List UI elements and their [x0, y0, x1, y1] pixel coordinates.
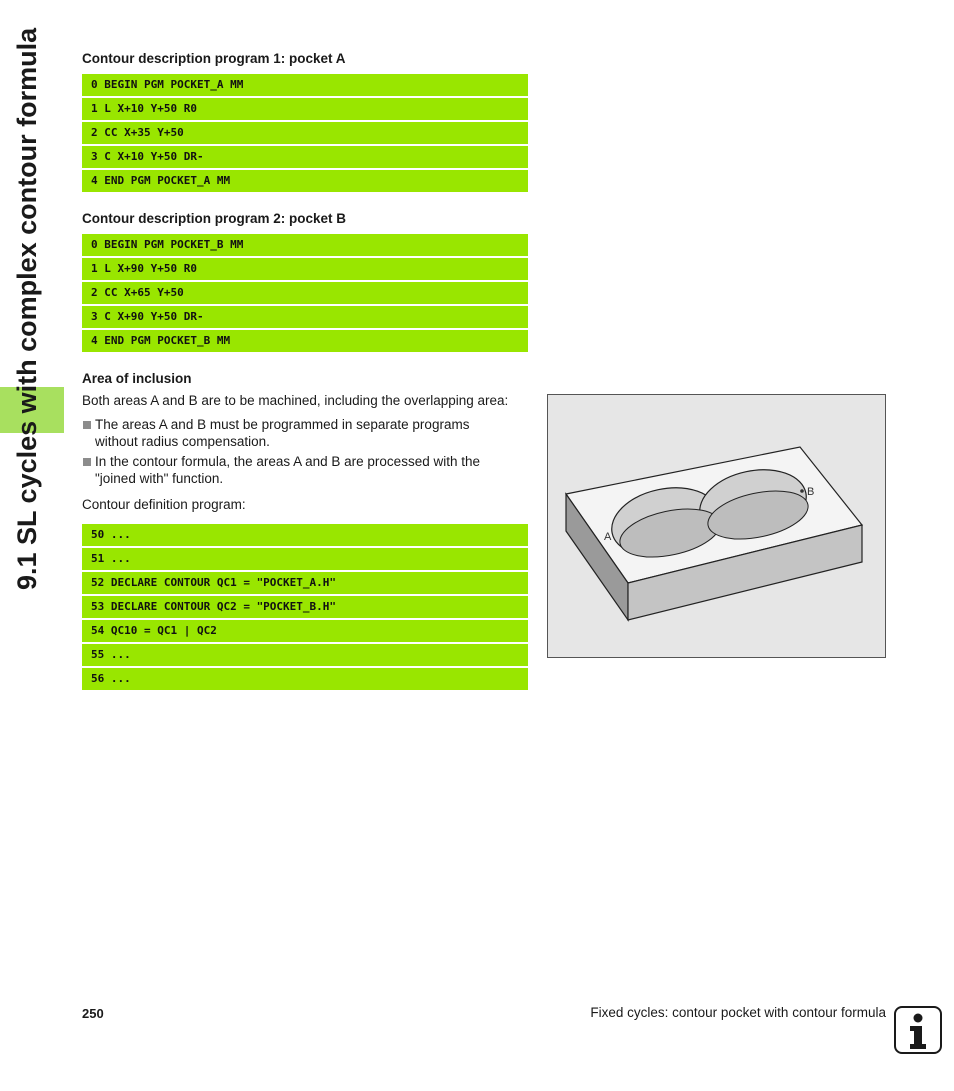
label-a: A — [604, 531, 612, 543]
code-line: 0 BEGIN PGM POCKET_A MM — [82, 74, 528, 96]
bullet-text-line: In the contour formula, the areas A and B are processed with the — [95, 454, 480, 469]
label-b-dot — [800, 489, 804, 493]
pocket-drawing — [548, 395, 885, 657]
bullet-text-line: "joined with" function. — [95, 470, 224, 486]
code-line: 1 L X+90 Y+50 R0 — [82, 258, 528, 280]
heading-pocket-a: Contour description program 1: pocket A — [82, 51, 346, 66]
code-line: 1 L X+10 Y+50 R0 — [82, 98, 528, 120]
bullet-square-icon — [83, 458, 91, 466]
code-line: 56 ... — [82, 668, 528, 690]
side-chapter-title: 9.1 SL cycles with complex contour formula — [12, 27, 42, 590]
code-line: 2 CC X+65 Y+50 — [82, 282, 528, 304]
code-line: 2 CC X+35 Y+50 — [82, 122, 528, 144]
page-number: 250 — [82, 1006, 104, 1021]
bullet-item — [82, 417, 522, 450]
heading-area-of-inclusion: Area of inclusion — [82, 371, 192, 386]
pocket-illustration — [547, 394, 886, 658]
code-line: 4 END PGM POCKET_A MM — [82, 170, 528, 192]
code-line: 51 ... — [82, 548, 528, 570]
code-line: 55 ... — [82, 644, 528, 666]
code-line: 53 DECLARE CONTOUR QC2 = "POCKET_B.H" — [82, 596, 528, 618]
code-line: 54 QC10 = QC1 | QC2 — [82, 620, 528, 642]
code-line: 4 END PGM POCKET_B MM — [82, 330, 528, 352]
label-b: B — [807, 486, 815, 498]
code-block-pocket-b — [82, 234, 528, 354]
code-block-pocket-a — [82, 74, 528, 194]
code-block-contour-definition — [82, 524, 528, 692]
bullet-square-icon — [83, 421, 91, 429]
bullet-item — [82, 454, 522, 487]
code-line: 50 ... — [82, 524, 528, 546]
info-icon — [893, 1005, 943, 1055]
code-line: 52 DECLARE CONTOUR QC1 = "POCKET_A.H" — [82, 572, 528, 594]
definition-label: Contour definition program: — [82, 497, 246, 512]
side-tab — [0, 0, 66, 1091]
footer-title: Fixed cycles: contour pocket with contour formula — [590, 1005, 886, 1020]
bullet-text-line: The areas A and B must be programmed in separate programs — [95, 417, 470, 432]
bullet-text-line: without radius compensation. — [95, 433, 270, 449]
code-line: 3 C X+90 Y+50 DR- — [82, 306, 528, 328]
code-line: 0 BEGIN PGM POCKET_B MM — [82, 234, 528, 256]
heading-pocket-b: Contour description program 2: pocket B — [82, 211, 347, 226]
code-line: 3 C X+10 Y+50 DR- — [82, 146, 528, 168]
intro-text: Both areas A and B are to be machined, including the overlapping area: — [82, 393, 509, 408]
